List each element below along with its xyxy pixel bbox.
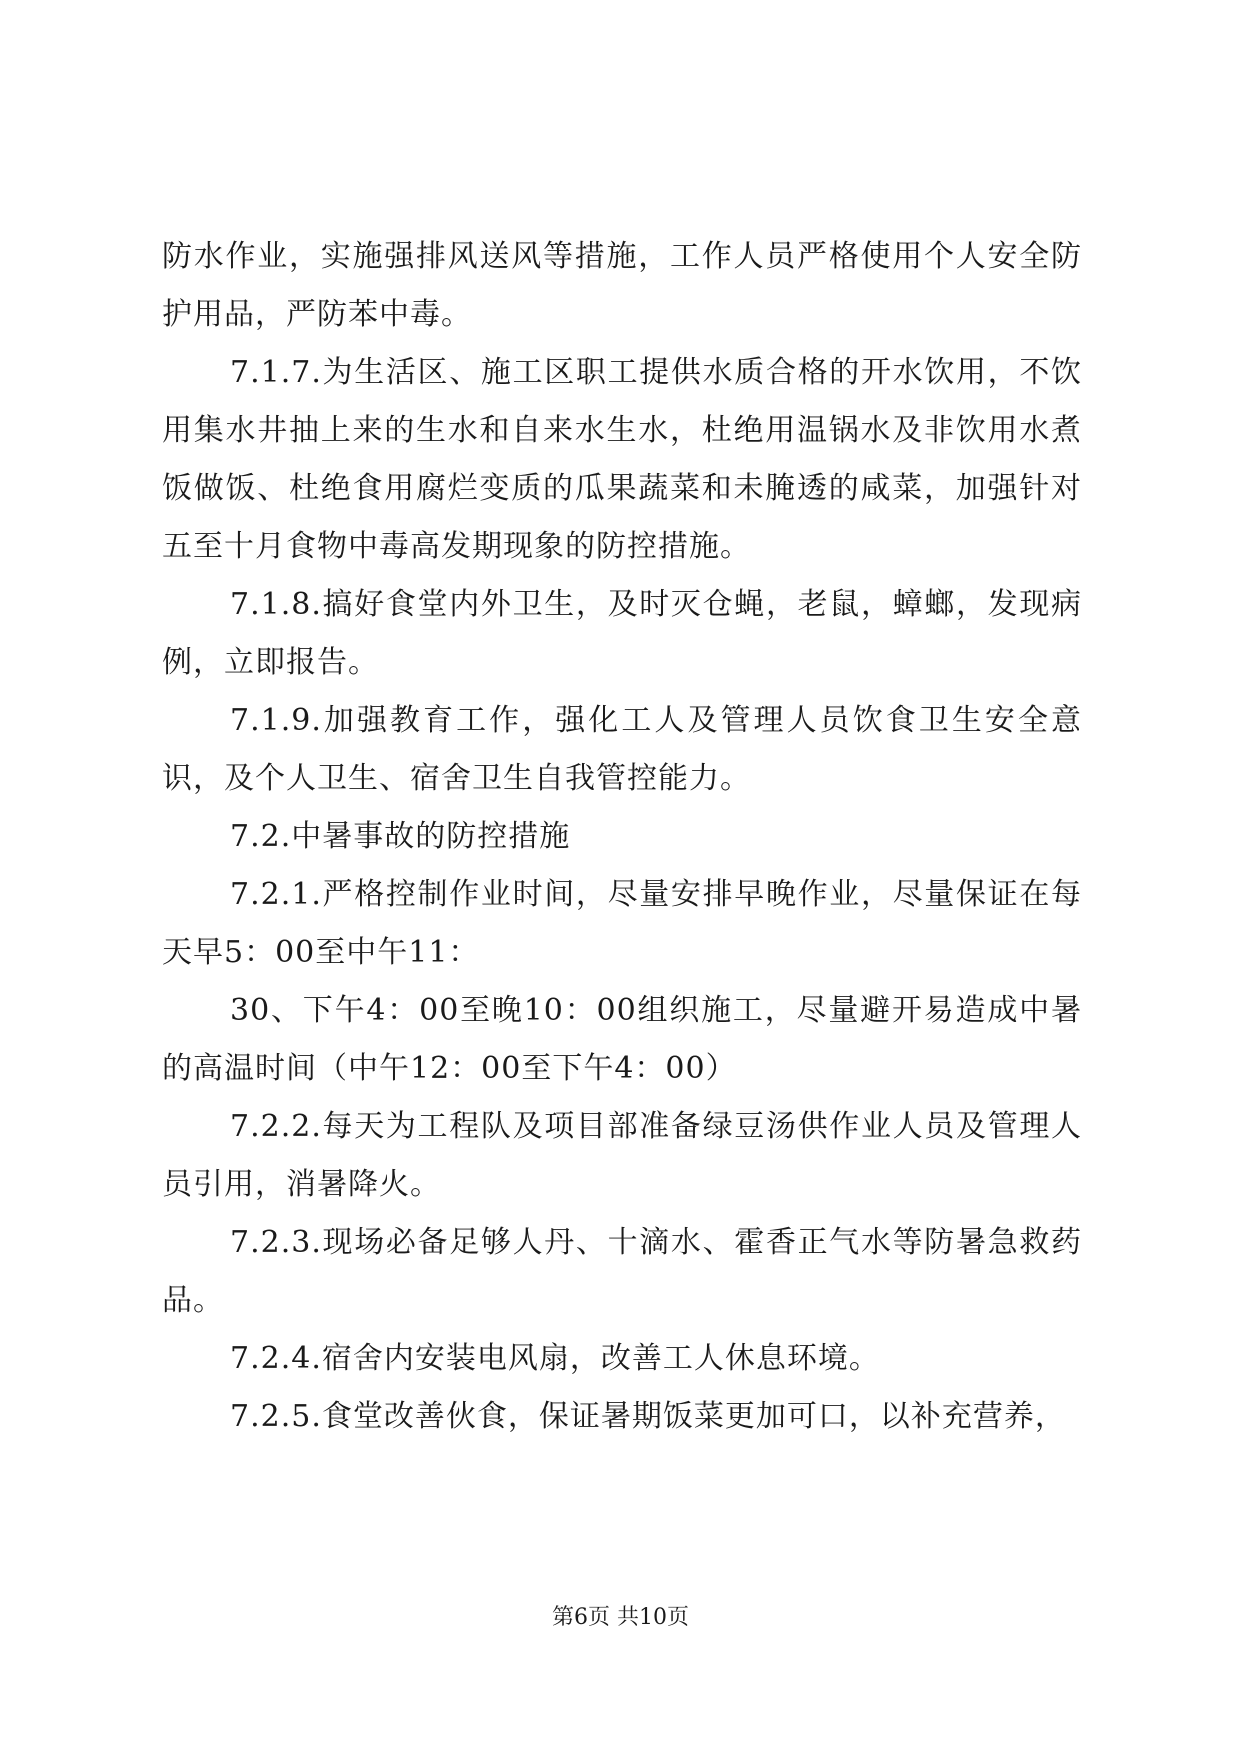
body-text [162,228,1082,1446]
paragraph: 7.1.9.加强教育工作，强化工人及管理人员饮食卫生安全意识，及个人卫生、宿舍卫生自我管控能力。 [162,703,1082,796]
paragraph: 7.1.8.搞好食堂内外卫生，及时灭仓蝇，老鼠，蟑螂，发现病例，立即报告。 [162,587,1082,680]
paragraph: 7.1.7.为生活区、施工区职工提供水质合格的开水饮用，不饮用集水井抽上来的生水和自来水生水，杜绝用温锅水及非饮用水煮饭做饭、杜绝食用腐烂变质的瓜果蔬菜和未腌透的咸菜，加强针对五至十月食物中毒高发期现象的防控措施。 [162,355,1082,564]
page-footer: 第6页 共10页 [552,1605,689,1630]
section-heading: 7.2.中暑事故的防控措施 [230,819,571,854]
paragraph: 30、下午4：00至晚10：00组织施工，尽量避开易造成中暑的高温时间（中午12：00至下午4：00） [162,993,1082,1086]
paragraph: 7.2.2.每天为工程队及项目部准备绿豆汤供作业人员及管理人员引用，消暑降火。 [162,1109,1082,1202]
paragraph: 7.2.3.现场必备足够人丹、十滴水、霍香正气水等防暑急救药品。 [162,1225,1082,1318]
paragraph: 7.2.1.严格控制作业时间，尽量安排早晚作业，尽量保证在每天早5：00至中午11： [162,877,1082,970]
paragraph: 7.2.4.宿舍内安装电风扇，改善工人休息环境。 [230,1341,880,1376]
paragraph: 7.2.5.食堂改善伙食，保证暑期饭菜更加可口，以补充营养， [230,1399,1066,1434]
paragraph: 防水作业，实施强排风送风等措施，工作人员严格使用个人安全防护用品，严防苯中毒。 [162,239,1082,332]
